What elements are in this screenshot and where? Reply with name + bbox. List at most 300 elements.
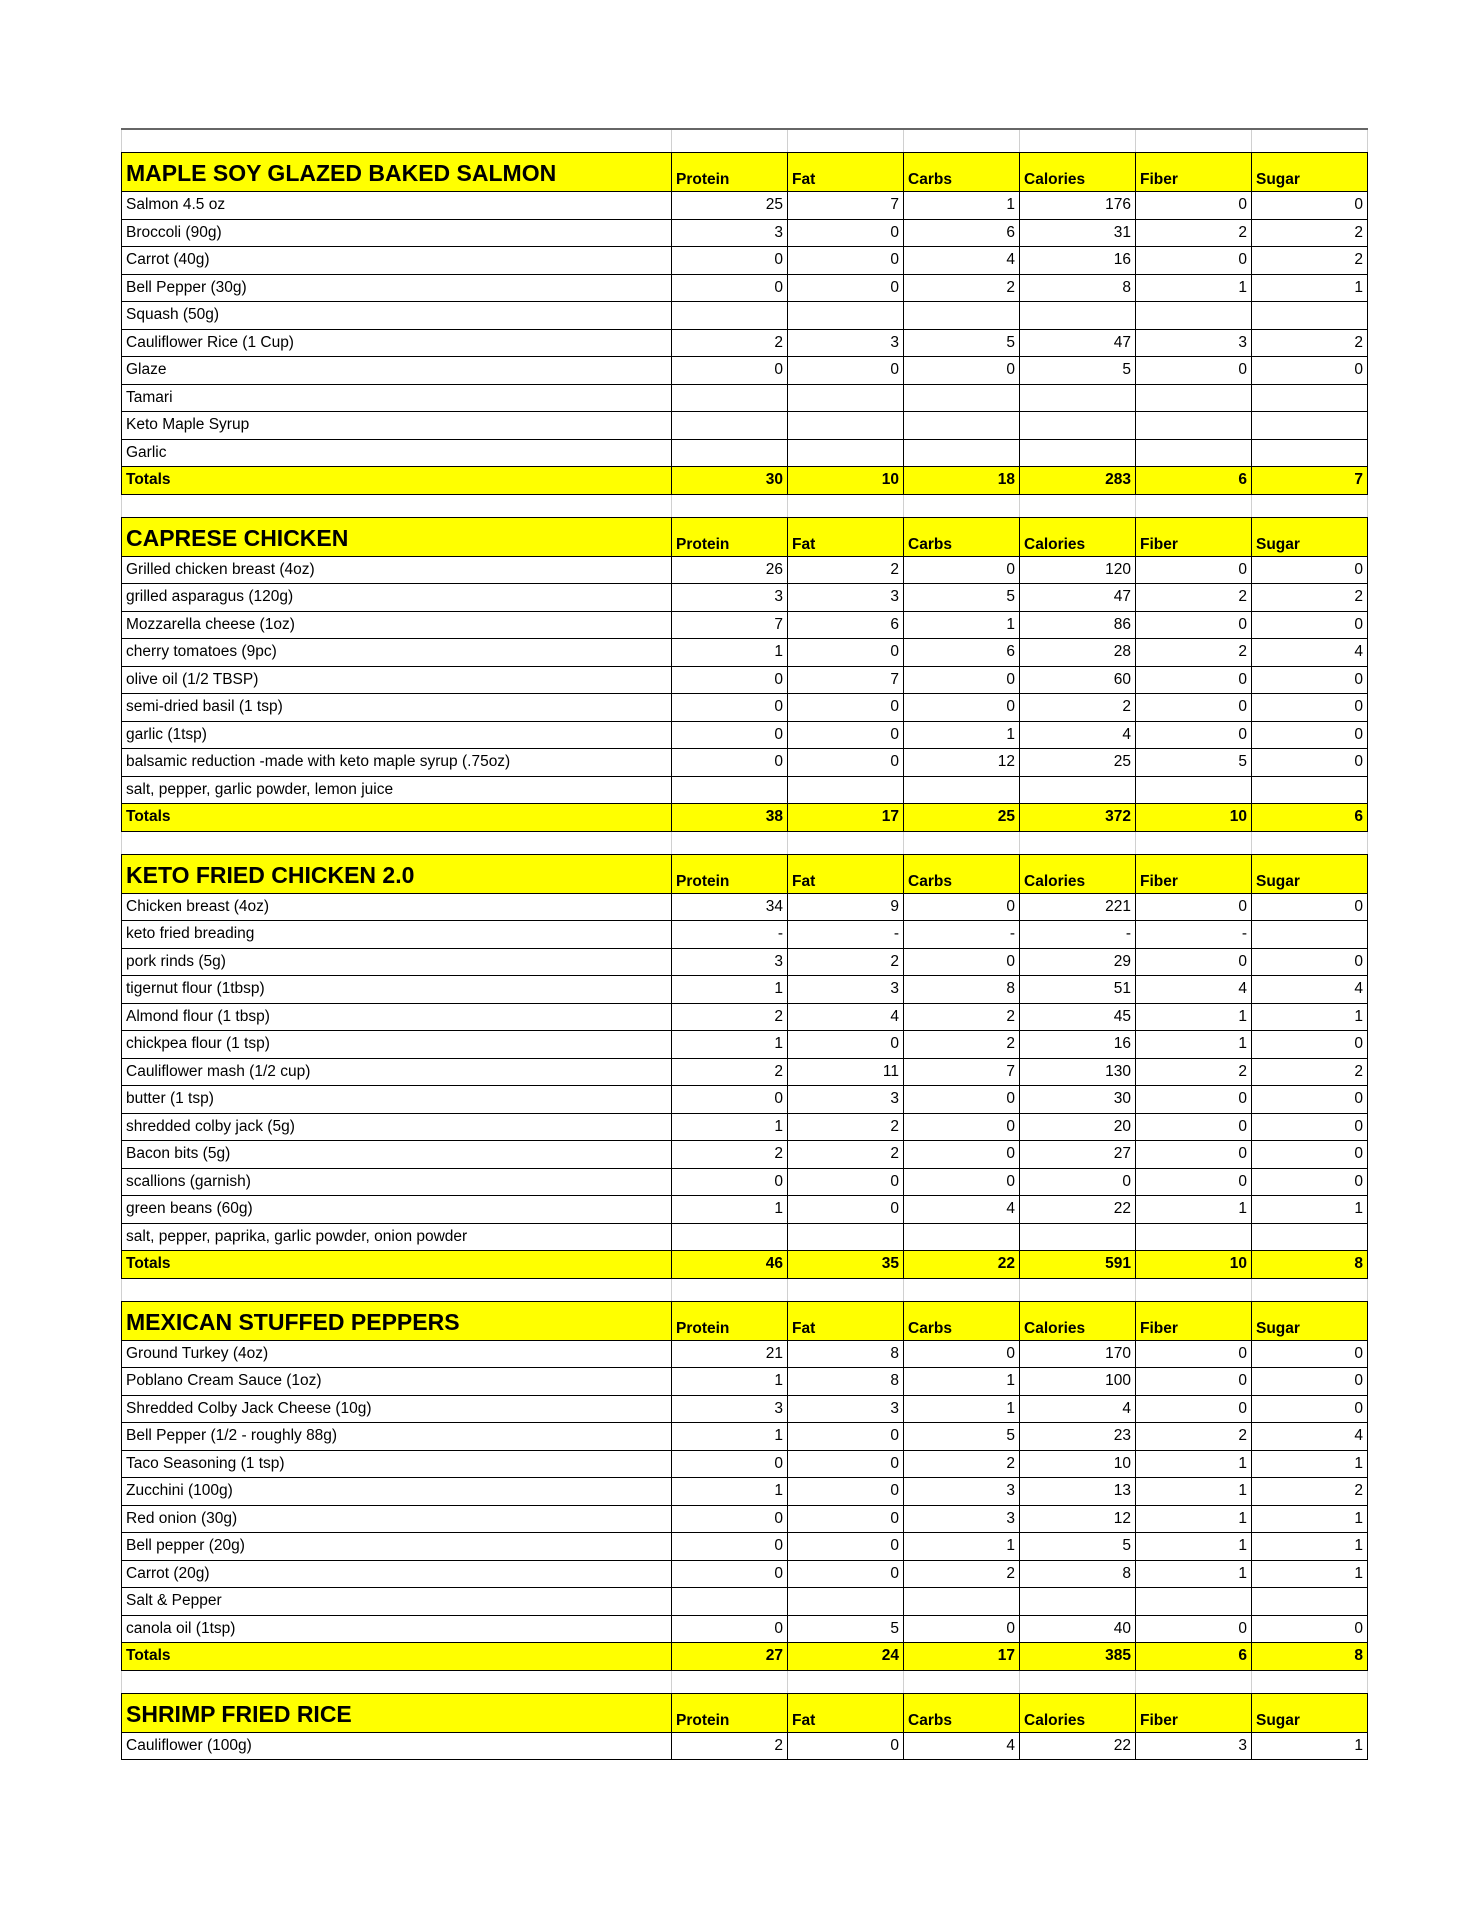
- value-cell[interactable]: 25: [904, 804, 1020, 831]
- ingredient-cell[interactable]: Ground Turkey (4oz): [122, 1341, 672, 1368]
- value-cell[interactable]: 0: [904, 894, 1020, 921]
- value-cell[interactable]: 21: [672, 1341, 788, 1368]
- value-cell[interactable]: 0: [1252, 557, 1368, 584]
- value-cell[interactable]: [788, 440, 904, 467]
- value-cell[interactable]: 0: [1252, 722, 1368, 749]
- ingredient-cell[interactable]: Tamari: [122, 385, 672, 412]
- value-cell[interactable]: 170: [1020, 1341, 1136, 1368]
- value-cell[interactable]: 8: [788, 1341, 904, 1368]
- column-header-fiber[interactable]: Fiber: [1136, 855, 1252, 893]
- column-header-fiber[interactable]: Fiber: [1136, 518, 1252, 556]
- value-cell[interactable]: 12: [1020, 1506, 1136, 1533]
- value-cell[interactable]: 372: [1020, 804, 1136, 831]
- value-cell[interactable]: 5: [904, 330, 1020, 357]
- value-cell[interactable]: 3: [672, 1396, 788, 1423]
- ingredient-cell[interactable]: garlic (1tsp): [122, 722, 672, 749]
- value-cell[interactable]: 8: [1020, 275, 1136, 302]
- ingredient-cell[interactable]: Cauliflower Rice (1 Cup): [122, 330, 672, 357]
- value-cell[interactable]: 0: [788, 357, 904, 384]
- value-cell[interactable]: 0: [904, 1086, 1020, 1113]
- value-cell[interactable]: 0: [1252, 1114, 1368, 1141]
- value-cell[interactable]: [672, 412, 788, 439]
- value-cell[interactable]: [1136, 1588, 1252, 1615]
- column-header-carbs[interactable]: Carbs: [904, 1694, 1020, 1732]
- value-cell[interactable]: 29: [1020, 949, 1136, 976]
- value-cell[interactable]: 2: [1252, 584, 1368, 611]
- value-cell[interactable]: 2: [1252, 1059, 1368, 1086]
- value-cell[interactable]: 0: [1252, 1368, 1368, 1395]
- value-cell[interactable]: 1: [904, 1533, 1020, 1560]
- value-cell[interactable]: 0: [672, 1533, 788, 1560]
- value-cell[interactable]: 0: [788, 1451, 904, 1478]
- value-cell[interactable]: [1136, 440, 1252, 467]
- value-cell[interactable]: 0: [788, 1506, 904, 1533]
- ingredient-cell[interactable]: Shredded Colby Jack Cheese (10g): [122, 1396, 672, 1423]
- value-cell[interactable]: 0: [1136, 1341, 1252, 1368]
- ingredient-cell[interactable]: Totals: [122, 804, 672, 831]
- value-cell[interactable]: 0: [1252, 1616, 1368, 1643]
- value-cell[interactable]: 12: [904, 749, 1020, 776]
- value-cell[interactable]: 6: [788, 612, 904, 639]
- value-cell[interactable]: 2: [672, 330, 788, 357]
- recipe-title[interactable]: MEXICAN STUFFED PEPPERS: [122, 1302, 672, 1340]
- value-cell[interactable]: 1: [1136, 1451, 1252, 1478]
- value-cell[interactable]: 3: [672, 949, 788, 976]
- value-cell[interactable]: 46: [672, 1251, 788, 1278]
- value-cell[interactable]: 4: [1252, 639, 1368, 666]
- value-cell[interactable]: [1136, 1224, 1252, 1251]
- ingredient-cell[interactable]: Salmon 4.5 oz: [122, 192, 672, 219]
- ingredient-cell[interactable]: Salt & Pepper: [122, 1588, 672, 1615]
- value-cell[interactable]: 0: [1252, 1341, 1368, 1368]
- ingredient-cell[interactable]: grilled asparagus (120g): [122, 584, 672, 611]
- value-cell[interactable]: 0: [788, 1196, 904, 1223]
- value-cell[interactable]: 1: [672, 639, 788, 666]
- value-cell[interactable]: 2: [788, 557, 904, 584]
- value-cell[interactable]: [672, 777, 788, 804]
- ingredient-cell[interactable]: keto fried breading: [122, 921, 672, 948]
- value-cell[interactable]: 120: [1020, 557, 1136, 584]
- ingredient-cell[interactable]: semi-dried basil (1 tsp): [122, 694, 672, 721]
- ingredient-cell[interactable]: Totals: [122, 467, 672, 494]
- value-cell[interactable]: 2: [788, 1114, 904, 1141]
- value-cell[interactable]: 1: [1136, 1031, 1252, 1058]
- value-cell[interactable]: 3: [904, 1506, 1020, 1533]
- value-cell[interactable]: 2: [1136, 639, 1252, 666]
- value-cell[interactable]: 9: [788, 894, 904, 921]
- column-header-protein[interactable]: Protein: [672, 1694, 788, 1732]
- value-cell[interactable]: 0: [904, 694, 1020, 721]
- value-cell[interactable]: 0: [904, 1341, 1020, 1368]
- ingredient-cell[interactable]: Grilled chicken breast (4oz): [122, 557, 672, 584]
- value-cell[interactable]: 0: [1136, 1086, 1252, 1113]
- ingredient-cell[interactable]: Glaze: [122, 357, 672, 384]
- value-cell[interactable]: 2: [904, 1451, 1020, 1478]
- column-header-calories[interactable]: Calories: [1020, 153, 1136, 191]
- value-cell[interactable]: [1020, 1224, 1136, 1251]
- value-cell[interactable]: 3: [788, 1086, 904, 1113]
- ingredient-cell[interactable]: salt, pepper, garlic powder, lemon juice: [122, 777, 672, 804]
- value-cell[interactable]: 2: [1136, 1059, 1252, 1086]
- value-cell[interactable]: 16: [1020, 247, 1136, 274]
- value-cell[interactable]: 4: [1020, 1396, 1136, 1423]
- value-cell[interactable]: 2: [904, 1031, 1020, 1058]
- value-cell[interactable]: 2: [788, 949, 904, 976]
- column-header-carbs[interactable]: Carbs: [904, 518, 1020, 556]
- column-header-fat[interactable]: Fat: [788, 518, 904, 556]
- ingredient-cell[interactable]: Taco Seasoning (1 tsp): [122, 1451, 672, 1478]
- value-cell[interactable]: 0: [672, 247, 788, 274]
- value-cell[interactable]: 4: [1136, 976, 1252, 1003]
- column-header-carbs[interactable]: Carbs: [904, 153, 1020, 191]
- value-cell[interactable]: 17: [904, 1643, 1020, 1670]
- value-cell[interactable]: 0: [1252, 667, 1368, 694]
- value-cell[interactable]: [1020, 1588, 1136, 1615]
- value-cell[interactable]: 0: [672, 749, 788, 776]
- value-cell[interactable]: 20: [1020, 1114, 1136, 1141]
- value-cell[interactable]: 0: [1136, 949, 1252, 976]
- value-cell[interactable]: 2: [904, 275, 1020, 302]
- value-cell[interactable]: 7: [672, 612, 788, 639]
- value-cell[interactable]: 591: [1020, 1251, 1136, 1278]
- ingredient-cell[interactable]: Carrot (20g): [122, 1561, 672, 1588]
- value-cell[interactable]: 0: [1136, 1368, 1252, 1395]
- ingredient-cell[interactable]: Garlic: [122, 440, 672, 467]
- ingredient-cell[interactable]: salt, pepper, paprika, garlic powder, onion powder: [122, 1224, 672, 1251]
- value-cell[interactable]: [904, 1588, 1020, 1615]
- value-cell[interactable]: 25: [672, 192, 788, 219]
- value-cell[interactable]: 4: [1020, 722, 1136, 749]
- value-cell[interactable]: [904, 412, 1020, 439]
- column-header-calories[interactable]: Calories: [1020, 855, 1136, 893]
- value-cell[interactable]: 0: [672, 667, 788, 694]
- value-cell[interactable]: 1: [672, 1478, 788, 1505]
- value-cell[interactable]: 1: [672, 1114, 788, 1141]
- value-cell[interactable]: 0: [1136, 1141, 1252, 1168]
- value-cell[interactable]: 6: [904, 220, 1020, 247]
- value-cell[interactable]: 0: [1252, 749, 1368, 776]
- value-cell[interactable]: 51: [1020, 976, 1136, 1003]
- value-cell[interactable]: 22: [1020, 1196, 1136, 1223]
- value-cell[interactable]: 1: [1252, 1533, 1368, 1560]
- column-header-protein[interactable]: Protein: [672, 1302, 788, 1340]
- value-cell[interactable]: 8: [904, 976, 1020, 1003]
- ingredient-cell[interactable]: Mozzarella cheese (1oz): [122, 612, 672, 639]
- column-header-fiber[interactable]: Fiber: [1136, 153, 1252, 191]
- value-cell[interactable]: 0: [904, 557, 1020, 584]
- value-cell[interactable]: 0: [788, 1561, 904, 1588]
- value-cell[interactable]: 0: [788, 247, 904, 274]
- value-cell[interactable]: 86: [1020, 612, 1136, 639]
- column-header-fat[interactable]: Fat: [788, 1694, 904, 1732]
- value-cell[interactable]: 2: [788, 1141, 904, 1168]
- column-header-calories[interactable]: Calories: [1020, 1694, 1136, 1732]
- column-header-calories[interactable]: Calories: [1020, 518, 1136, 556]
- value-cell[interactable]: 3: [788, 976, 904, 1003]
- value-cell[interactable]: 0: [672, 357, 788, 384]
- value-cell[interactable]: 1: [1136, 1478, 1252, 1505]
- value-cell[interactable]: [672, 385, 788, 412]
- ingredient-cell[interactable]: Poblano Cream Sauce (1oz): [122, 1368, 672, 1395]
- value-cell[interactable]: 1: [1136, 1561, 1252, 1588]
- value-cell[interactable]: 1: [904, 1368, 1020, 1395]
- recipe-title[interactable]: SHRIMP FRIED RICE: [122, 1694, 672, 1732]
- value-cell[interactable]: 0: [1136, 357, 1252, 384]
- value-cell[interactable]: 0: [1136, 694, 1252, 721]
- value-cell[interactable]: 6: [1252, 804, 1368, 831]
- value-cell[interactable]: 1: [1252, 275, 1368, 302]
- value-cell[interactable]: 5: [904, 1423, 1020, 1450]
- value-cell[interactable]: 0: [788, 275, 904, 302]
- value-cell[interactable]: 34: [672, 894, 788, 921]
- value-cell[interactable]: [788, 1588, 904, 1615]
- value-cell[interactable]: [1136, 302, 1252, 329]
- ingredient-cell[interactable]: Cauliflower mash (1/2 cup): [122, 1059, 672, 1086]
- ingredient-cell[interactable]: shredded colby jack (5g): [122, 1114, 672, 1141]
- value-cell[interactable]: 1: [1252, 1004, 1368, 1031]
- value-cell[interactable]: 7: [788, 667, 904, 694]
- value-cell[interactable]: [1020, 777, 1136, 804]
- column-header-sugar[interactable]: Sugar: [1252, 1302, 1368, 1340]
- ingredient-cell[interactable]: green beans (60g): [122, 1196, 672, 1223]
- value-cell[interactable]: 0: [1136, 192, 1252, 219]
- value-cell[interactable]: 23: [1020, 1423, 1136, 1450]
- value-cell[interactable]: 30: [672, 467, 788, 494]
- value-cell[interactable]: 3: [672, 220, 788, 247]
- column-header-calories[interactable]: Calories: [1020, 1302, 1136, 1340]
- value-cell[interactable]: [904, 1224, 1020, 1251]
- value-cell[interactable]: 5: [904, 584, 1020, 611]
- value-cell[interactable]: -: [788, 921, 904, 948]
- value-cell[interactable]: 1: [672, 1368, 788, 1395]
- value-cell[interactable]: 3: [788, 1396, 904, 1423]
- value-cell[interactable]: 0: [672, 1086, 788, 1113]
- value-cell[interactable]: 0: [672, 1506, 788, 1533]
- value-cell[interactable]: 1: [1136, 1196, 1252, 1223]
- value-cell[interactable]: 0: [788, 220, 904, 247]
- value-cell[interactable]: 2: [672, 1141, 788, 1168]
- value-cell[interactable]: 1: [1252, 1506, 1368, 1533]
- ingredient-cell[interactable]: Bacon bits (5g): [122, 1141, 672, 1168]
- value-cell[interactable]: 5: [1020, 357, 1136, 384]
- recipe-title[interactable]: KETO FRIED CHICKEN 2.0: [122, 855, 672, 893]
- value-cell[interactable]: 0: [1252, 1169, 1368, 1196]
- value-cell[interactable]: 10: [1136, 1251, 1252, 1278]
- value-cell[interactable]: 0: [672, 275, 788, 302]
- value-cell[interactable]: [672, 1224, 788, 1251]
- value-cell[interactable]: 4: [1252, 976, 1368, 1003]
- value-cell[interactable]: 7: [904, 1059, 1020, 1086]
- value-cell[interactable]: 6: [1136, 467, 1252, 494]
- value-cell[interactable]: 0: [1252, 949, 1368, 976]
- column-header-fiber[interactable]: Fiber: [1136, 1694, 1252, 1732]
- value-cell[interactable]: 47: [1020, 330, 1136, 357]
- value-cell[interactable]: 0: [788, 639, 904, 666]
- value-cell[interactable]: 8: [1252, 1643, 1368, 1670]
- value-cell[interactable]: 1: [1252, 1451, 1368, 1478]
- value-cell[interactable]: 24: [788, 1643, 904, 1670]
- value-cell[interactable]: 7: [788, 192, 904, 219]
- value-cell[interactable]: [1020, 385, 1136, 412]
- value-cell[interactable]: 0: [788, 749, 904, 776]
- value-cell[interactable]: [788, 302, 904, 329]
- value-cell[interactable]: 385: [1020, 1643, 1136, 1670]
- ingredient-cell[interactable]: Carrot (40g): [122, 247, 672, 274]
- column-header-fiber[interactable]: Fiber: [1136, 1302, 1252, 1340]
- ingredient-cell[interactable]: Broccoli (90g): [122, 220, 672, 247]
- value-cell[interactable]: 38: [672, 804, 788, 831]
- ingredient-cell[interactable]: balsamic reduction -made with keto maple syrup (.75oz): [122, 749, 672, 776]
- value-cell[interactable]: 16: [1020, 1031, 1136, 1058]
- value-cell[interactable]: 0: [1252, 612, 1368, 639]
- value-cell[interactable]: [1020, 302, 1136, 329]
- value-cell[interactable]: 28: [1020, 639, 1136, 666]
- ingredient-cell[interactable]: pork rinds (5g): [122, 949, 672, 976]
- value-cell[interactable]: 0: [788, 1533, 904, 1560]
- value-cell[interactable]: 0: [904, 667, 1020, 694]
- value-cell[interactable]: 1: [1252, 1733, 1368, 1760]
- value-cell[interactable]: 176: [1020, 192, 1136, 219]
- value-cell[interactable]: [1020, 412, 1136, 439]
- value-cell[interactable]: [672, 302, 788, 329]
- value-cell[interactable]: 2: [1020, 694, 1136, 721]
- value-cell[interactable]: 0: [1252, 192, 1368, 219]
- value-cell[interactable]: 27: [1020, 1141, 1136, 1168]
- recipe-title[interactable]: CAPRESE CHICKEN: [122, 518, 672, 556]
- value-cell[interactable]: 0: [1252, 694, 1368, 721]
- value-cell[interactable]: -: [1136, 921, 1252, 948]
- value-cell[interactable]: [788, 1224, 904, 1251]
- value-cell[interactable]: [1136, 412, 1252, 439]
- value-cell[interactable]: 0: [672, 1561, 788, 1588]
- value-cell[interactable]: 45: [1020, 1004, 1136, 1031]
- value-cell[interactable]: 25: [1020, 749, 1136, 776]
- value-cell[interactable]: 0: [904, 1169, 1020, 1196]
- value-cell[interactable]: 0: [788, 722, 904, 749]
- column-header-sugar[interactable]: Sugar: [1252, 855, 1368, 893]
- ingredient-cell[interactable]: Almond flour (1 tbsp): [122, 1004, 672, 1031]
- value-cell[interactable]: 2: [1252, 330, 1368, 357]
- value-cell[interactable]: 0: [1252, 1141, 1368, 1168]
- ingredient-cell[interactable]: Keto Maple Syrup: [122, 412, 672, 439]
- value-cell[interactable]: [672, 440, 788, 467]
- value-cell[interactable]: [672, 1588, 788, 1615]
- value-cell[interactable]: 1: [904, 1396, 1020, 1423]
- value-cell[interactable]: 1: [672, 1196, 788, 1223]
- value-cell[interactable]: 0: [904, 1616, 1020, 1643]
- value-cell[interactable]: [1252, 777, 1368, 804]
- value-cell[interactable]: 3: [672, 584, 788, 611]
- ingredient-cell[interactable]: Red onion (30g): [122, 1506, 672, 1533]
- value-cell[interactable]: 1: [904, 612, 1020, 639]
- value-cell[interactable]: 0: [1136, 1169, 1252, 1196]
- value-cell[interactable]: 30: [1020, 1086, 1136, 1113]
- value-cell[interactable]: 0: [1252, 1086, 1368, 1113]
- value-cell[interactable]: 0: [1136, 557, 1252, 584]
- value-cell[interactable]: 1: [672, 1031, 788, 1058]
- value-cell[interactable]: 2: [672, 1004, 788, 1031]
- ingredient-cell[interactable]: Bell Pepper (1/2 - roughly 88g): [122, 1423, 672, 1450]
- value-cell[interactable]: 1: [1136, 1004, 1252, 1031]
- column-header-carbs[interactable]: Carbs: [904, 1302, 1020, 1340]
- value-cell[interactable]: -: [672, 921, 788, 948]
- value-cell[interactable]: 1: [904, 192, 1020, 219]
- value-cell[interactable]: 0: [1136, 247, 1252, 274]
- value-cell[interactable]: 22: [904, 1251, 1020, 1278]
- value-cell[interactable]: 1: [1136, 1506, 1252, 1533]
- ingredient-cell[interactable]: olive oil (1/2 TBSP): [122, 667, 672, 694]
- ingredient-cell[interactable]: Totals: [122, 1251, 672, 1278]
- value-cell[interactable]: 0: [1136, 894, 1252, 921]
- value-cell[interactable]: 2: [1136, 1423, 1252, 1450]
- value-cell[interactable]: 0: [788, 1169, 904, 1196]
- value-cell[interactable]: 0: [672, 1616, 788, 1643]
- value-cell[interactable]: 0: [672, 1169, 788, 1196]
- value-cell[interactable]: 2: [1252, 220, 1368, 247]
- column-header-sugar[interactable]: Sugar: [1252, 153, 1368, 191]
- ingredient-cell[interactable]: Bell Pepper (30g): [122, 275, 672, 302]
- value-cell[interactable]: [904, 385, 1020, 412]
- value-cell[interactable]: 31: [1020, 220, 1136, 247]
- value-cell[interactable]: 221: [1020, 894, 1136, 921]
- value-cell[interactable]: 6: [1136, 1643, 1252, 1670]
- value-cell[interactable]: 0: [1136, 722, 1252, 749]
- value-cell[interactable]: 5: [788, 1616, 904, 1643]
- value-cell[interactable]: 1: [904, 722, 1020, 749]
- value-cell[interactable]: 0: [788, 1478, 904, 1505]
- value-cell[interactable]: 0: [1136, 1616, 1252, 1643]
- value-cell[interactable]: 1: [672, 1423, 788, 1450]
- value-cell[interactable]: 1: [1136, 1533, 1252, 1560]
- ingredient-cell[interactable]: chickpea flour (1 tsp): [122, 1031, 672, 1058]
- ingredient-cell[interactable]: Zucchini (100g): [122, 1478, 672, 1505]
- column-header-protein[interactable]: Protein: [672, 518, 788, 556]
- value-cell[interactable]: 26: [672, 557, 788, 584]
- value-cell[interactable]: 2: [672, 1059, 788, 1086]
- ingredient-cell[interactable]: cherry tomatoes (9pc): [122, 639, 672, 666]
- value-cell[interactable]: 18: [904, 467, 1020, 494]
- column-header-carbs[interactable]: Carbs: [904, 855, 1020, 893]
- value-cell[interactable]: 2: [904, 1561, 1020, 1588]
- value-cell[interactable]: 13: [1020, 1478, 1136, 1505]
- value-cell[interactable]: [904, 777, 1020, 804]
- value-cell[interactable]: [1252, 921, 1368, 948]
- value-cell[interactable]: 0: [904, 357, 1020, 384]
- value-cell[interactable]: 3: [904, 1478, 1020, 1505]
- ingredient-cell[interactable]: Bell pepper (20g): [122, 1533, 672, 1560]
- value-cell[interactable]: 4: [1252, 1423, 1368, 1450]
- recipe-title[interactable]: MAPLE SOY GLAZED BAKED SALMON: [122, 153, 672, 191]
- value-cell[interactable]: [1252, 412, 1368, 439]
- value-cell[interactable]: 3: [788, 584, 904, 611]
- column-header-protein[interactable]: Protein: [672, 153, 788, 191]
- value-cell[interactable]: [1252, 385, 1368, 412]
- value-cell[interactable]: [788, 385, 904, 412]
- value-cell[interactable]: 4: [904, 247, 1020, 274]
- ingredient-cell[interactable]: canola oil (1tsp): [122, 1616, 672, 1643]
- ingredient-cell[interactable]: butter (1 tsp): [122, 1086, 672, 1113]
- value-cell[interactable]: 1: [1136, 275, 1252, 302]
- value-cell[interactable]: 0: [1252, 357, 1368, 384]
- value-cell[interactable]: 2: [672, 1733, 788, 1760]
- column-header-fat[interactable]: Fat: [788, 153, 904, 191]
- value-cell[interactable]: [904, 302, 1020, 329]
- value-cell[interactable]: [788, 777, 904, 804]
- ingredient-cell[interactable]: Chicken breast (4oz): [122, 894, 672, 921]
- value-cell[interactable]: 8: [788, 1368, 904, 1395]
- ingredient-cell[interactable]: scallions (garnish): [122, 1169, 672, 1196]
- value-cell[interactable]: 0: [672, 1451, 788, 1478]
